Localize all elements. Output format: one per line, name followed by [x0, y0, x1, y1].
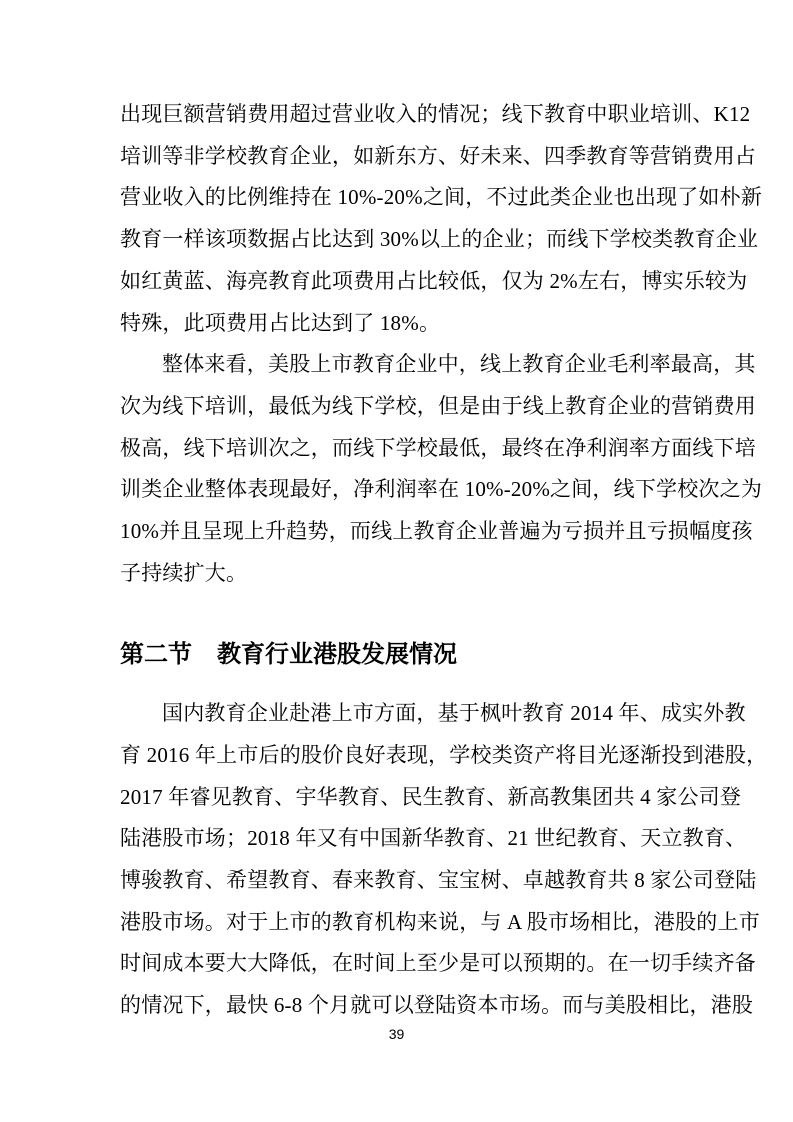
- text-line: 博骏教育、希望教育、春来教育、宝宝树、卓越教育共 8 家公司登陆: [120, 867, 757, 892]
- text-line: 陆港股市场；2018 年又有中国新华教育、21 世纪教育、天立教育、: [120, 826, 747, 851]
- text-line: 出现巨额营销费用超过营业收入的情况；线下教育中职业培训、K12: [120, 102, 751, 126]
- text-line: 营业收入的比例维持在 10%-20%之间，不过此类企业也出现了如朴新: [120, 185, 763, 210]
- page-footer: [0, 1026, 793, 1044]
- text-line: 10%并且呈现上升趋势，而线上教育企业普遍为亏损并且亏损幅度孩: [120, 519, 753, 544]
- text-line: 2017 年睿见教育、宇华教育、民生教育、新高教集团共 4 家公司登: [120, 784, 742, 809]
- text-line: 教育一样该项数据占比达到 30%以上的企业；而线下学校类教育企业: [120, 227, 759, 252]
- text-line: 训类企业整体表现最好，净利润率在 10%-20%之间，线下学校次之为: [120, 477, 763, 502]
- paragraph-hk-listing: [120, 693, 768, 1027]
- section-number: 第二节: [120, 641, 192, 669]
- section-heading: [120, 634, 677, 676]
- text-line: 培训等非学校教育企业，如新东方、好未来、四季教育等营销费用占: [120, 143, 756, 168]
- paragraph-marketing-expense: [120, 94, 763, 344]
- text-line: 次为线下培训，最低为线下学校，但是由于线上教育企业的营销费用: [120, 393, 756, 418]
- section-title: 教育行业港股发展情况: [217, 641, 457, 669]
- page-content: [120, 94, 768, 1027]
- page-number: 39: [388, 1026, 405, 1042]
- paragraph-overall-summary: [120, 344, 763, 594]
- text-line: 的情况下，最快 6-8 个月就可以登陆资本市场。而与美股相比，港股: [120, 993, 754, 1018]
- text-line: 特殊，此项费用占比达到了 18%。: [120, 310, 441, 335]
- text-line: 如红黄蓝、海亮教育此项费用占比较低，仅为 2%左右，博实乐较为: [120, 268, 748, 293]
- text-line: 整体来看，美股上市教育企业中，线上教育企业毛利率最高，其: [162, 352, 756, 377]
- text-line: 时间成本要大大降低，在时间上至少是可以预期的。在一切手续齐备: [120, 951, 756, 976]
- text-line: 国内教育企业赴港上市方面，基于枫叶教育 2014 年、成实外教: [162, 701, 746, 726]
- text-line: 港股市场。对于上市的教育机构来说，与 A 股市场相比，港股的上市: [120, 909, 760, 934]
- text-line: 育 2016 年上市后的股价良好表现，学校类资产将目光逐渐投到港股，: [120, 742, 768, 767]
- text-line: 极高，线下培训次之，而线下学校最低，最终在净利润率方面线下培: [120, 435, 756, 460]
- text-line: 子持续扩大。: [120, 560, 248, 585]
